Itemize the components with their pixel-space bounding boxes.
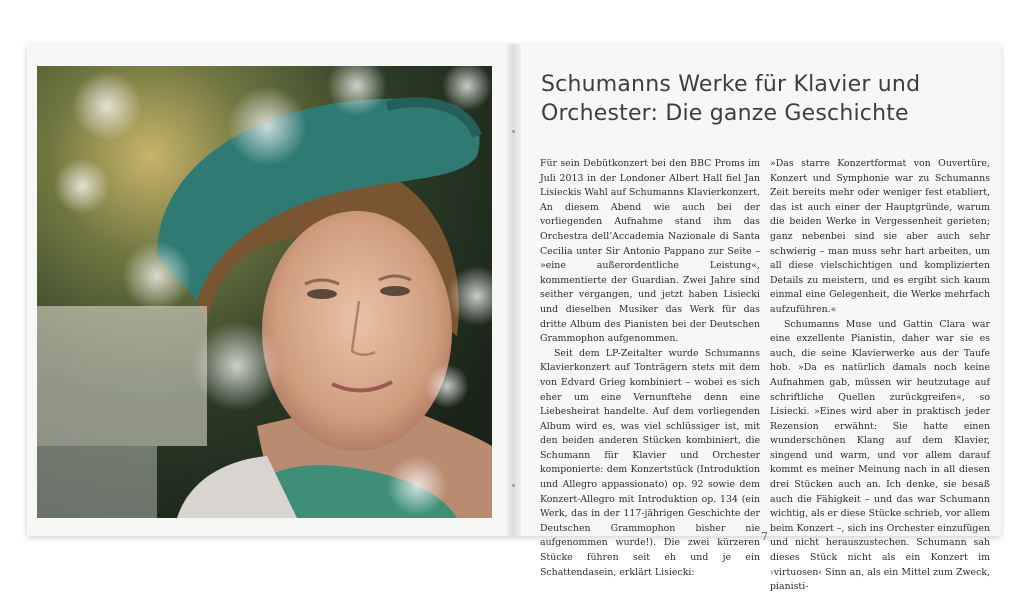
staple	[512, 484, 515, 487]
text-column-right	[770, 157, 990, 595]
paragraph: »Das starre Konzertformat von Ouvertüre, Konzert und Symphonie war zu Schumanns Zeit bereits mehr oder weniger fest etabliert, das ist auch einer der Hauptgründe, warum die beiden Werke in Vergessenheit gerieten; ganz nebenbei sind sie aber auch sehr schwierig – man muss sehr hart arbeiten, um all diese vielschichtigen und komplizierten Details zu meistern, und es ergibt sich kaum einmal eine Gelegenheit, die Werke mehrfach aufzuführen.«	[770, 158, 990, 315]
portrait-photo	[37, 66, 492, 518]
booklet-spread	[27, 44, 1001, 593]
booklet-spine	[507, 44, 521, 536]
article-title: Schumanns Werke für Klavier und Orchester: Die ganze Geschichte	[541, 72, 921, 126]
staple	[512, 130, 515, 133]
paragraph: Seit dem LP-Zeitalter wurde Schumanns Klavierkonzert auf Tonträgern stets mit dem von Edvard Grieg kombiniert – wobei es sich eher um eine Vernunftehe denn eine Liebesheirat handelte. Auf dem vorliegenden Album wird es, was viel schlüssiger ist, mit den beiden anderen Stücken kombiniert, die Schumann für Klavier und Orchester komponierte: dem Konzertstück (Introduktion und Allegro appassionato) op. 92 sowie dem Konzert-Allegro mit Introduktion op. 134 (ein Werk, das in der 117-jährigen Geschichte der Deutschen Grammophon bisher nie aufgenommen wurde!). Die zwei kürzeren Stücke führen seit eh und je ein Schattendasein, erklärt Lisiecki:	[540, 347, 760, 578]
paragraph: Schumanns Muse und Gattin Clara war eine exzellente Pianistin, daher war sie es auch, die seine Klavierwerke aus der Taufe hob. »Da es natürlich damals noch keine Aufnahmen gab, müssen wir heutzutage auf schriftliche Quellen zurückgreifen«, so Lisiecki. »Eines wird aber in praktisch jeder Rezension erwähnt: Sie hatte einen wunderschönen Klang auf dem Klavier, singend und warm, und vor allem darauf kommt es meiner Meinung nach in all diesen drei Stücken auch an. Ich denke, sie besaß auch die Fähigkeit – und das war Schumann wichtig, als er diese Stücke schrieb, vor allem beim Konzert –, sich ins Orchester einzufügen und nicht herauszustechen. Schumann sah dieses Stück nicht als ein Konzert im ›virtuosen‹ Sinn an, als ein Mittel zum Zweck, pianisti-	[770, 318, 990, 593]
page-number: 7	[761, 530, 768, 543]
text-column-left	[540, 157, 760, 580]
photo-illustration	[37, 66, 492, 518]
paragraph: Für sein Debütkonzert bei den BBC Proms im Juli 2013 in der Londoner Albert Hall fiel Jan Lisieckis Wahl auf Schumanns Klavierkonzert. An diesem Abend wie auch bei der vorliegenden Aufnahme stand ihm das Orchestra dell’Accademia Nazionale di Santa Cecilia unter Sir Antonio Pappano zur Seite – »eine außerordentliche Leistung«, kommentierte der Guardian. Zwei Jahre sind seither vergangen, und jetzt haben Lisiecki und dieselben Musiker das Werk für das dritte Album des Pianisten bei der Deutschen Grammophon aufgenommen.	[540, 158, 760, 345]
text-page	[535, 62, 991, 593]
